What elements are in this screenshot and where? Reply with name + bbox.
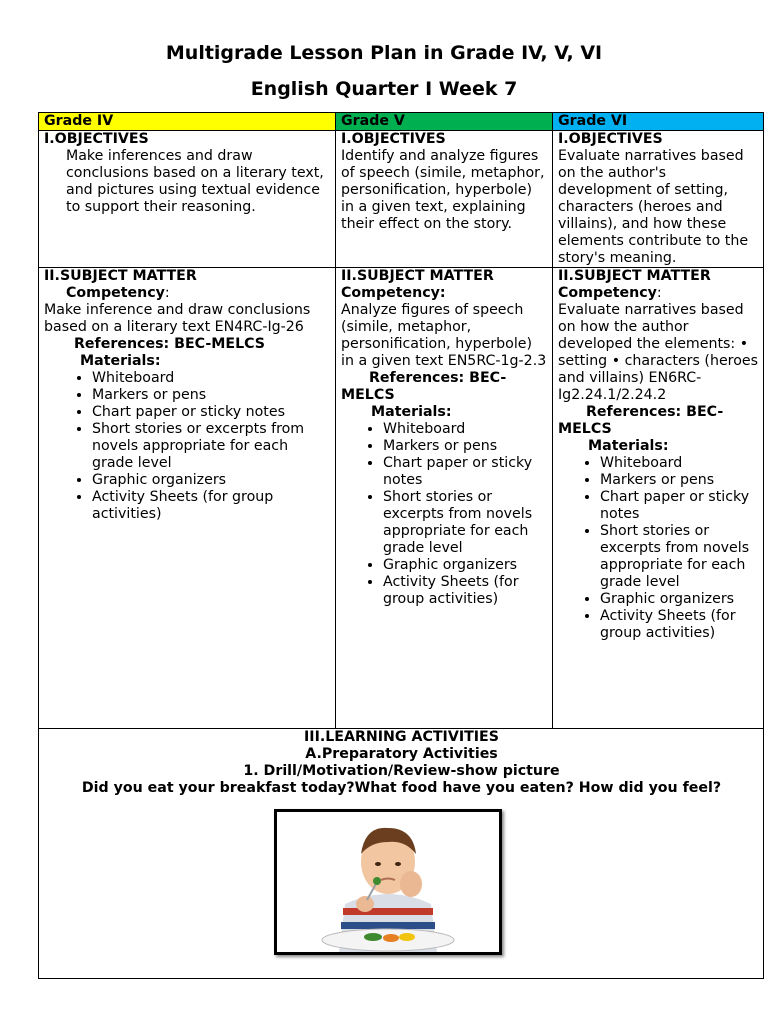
list-item: • Markers or pens xyxy=(600,472,759,489)
header-grade-v: Grade V xyxy=(336,113,553,131)
materials-label: Materials: xyxy=(588,438,669,454)
activities-question: Did you eat your breakfast today?What food have you eaten? How did you feel? xyxy=(81,780,722,796)
objectives-grade-v xyxy=(336,131,553,268)
objectives-text: Identify and analyze figures of speech (simile, metaphor, personification, hyperbole) in a given text, explaining their effect on the story. xyxy=(341,148,545,232)
list-item: • Whiteboard xyxy=(383,421,548,438)
learning-activities-row xyxy=(39,729,764,979)
references-label: References: BEC-MELCS xyxy=(341,370,507,403)
objectives-grade-vi xyxy=(553,131,764,268)
list-item: • Chart paper or sticky notes xyxy=(92,404,331,421)
activities-item: 1. Drill/Motivation/Review-show picture xyxy=(243,763,560,779)
child-eating-illustration xyxy=(277,812,499,952)
subject-matter-row xyxy=(39,268,764,729)
objectives-label: I.OBJECTIVES xyxy=(44,131,149,147)
competency-label: Competency xyxy=(558,285,657,301)
activities-subheading: A.Preparatory Activities xyxy=(305,746,498,762)
materials-list xyxy=(558,455,759,642)
title-line-1: Multigrade Lesson Plan in Grade IV, V, VI xyxy=(165,42,603,64)
materials-list xyxy=(44,370,331,523)
competency-text: Make inference and draw conclusions based on a literary text EN4RC-Ig-26 xyxy=(44,302,311,335)
objectives-label: I.OBJECTIVES xyxy=(558,131,663,147)
lesson-plan-table xyxy=(38,112,764,979)
materials-label: Materials: xyxy=(371,404,452,420)
objectives-text: Evaluate narratives based on the author's development of setting, characters (heroes and villains), and how these elements contribute to the story's meaning. xyxy=(558,148,749,266)
header-grade-iv: Grade IV xyxy=(39,113,336,131)
competency-label: Competency xyxy=(341,285,440,301)
subject-label: II.SUBJECT MATTER xyxy=(558,268,711,284)
references-label: References: BEC-MELCS xyxy=(74,336,266,352)
list-item: • Activity Sheets (for group activities) xyxy=(92,489,331,523)
list-item: • Whiteboard xyxy=(600,455,759,472)
list-item: • Short stories or excerpts from novels appropriate for each grade level xyxy=(383,489,548,557)
list-item: • Activity Sheets (for group activities) xyxy=(600,608,759,642)
objectives-label: I.OBJECTIVES xyxy=(341,131,446,147)
competency-label: Competency xyxy=(66,285,165,301)
subject-label: II.SUBJECT MATTER xyxy=(44,268,197,284)
competency-text: Analyze figures of speech (simile, metaphor, personification, hyperbole) in a given text EN5RC-1g-2.3 xyxy=(341,302,547,369)
activities-heading: III.LEARNING ACTIVITIES xyxy=(304,729,499,745)
list-item: • Graphic organizers xyxy=(92,472,331,489)
materials-list xyxy=(341,421,548,608)
list-item: • Graphic organizers xyxy=(383,557,548,574)
references-label: References: BEC-MELCS xyxy=(558,404,724,437)
materials-label: Materials: xyxy=(80,353,161,369)
list-item: • Markers or pens xyxy=(92,387,331,404)
list-item: • Graphic organizers xyxy=(600,591,759,608)
competency-text: Evaluate narratives based on how the author developed the elements: • setting • characters (heroes and villains) EN6RC-Ig2.24.1/2.24.2 xyxy=(558,302,758,403)
header-row xyxy=(39,113,764,131)
objectives-text: Make inferences and draw conclusions based on a literary text, and pictures using textual evidence to support their reasoning. xyxy=(66,148,324,215)
header-grade-vi: Grade VI xyxy=(553,113,764,131)
title-line-2: English Quarter I Week 7 xyxy=(250,78,518,100)
list-item: • Short stories or excerpts from novels appropriate for each grade level xyxy=(600,523,759,591)
learning-activities-cell xyxy=(39,729,764,979)
list-item: • Short stories or excerpts from novels appropriate for each grade level xyxy=(92,421,331,472)
list-item: • Chart paper or sticky notes xyxy=(600,489,759,523)
subject-grade-vi: II.SUBJECT MATTER Competency: Evaluate narratives based on how the author developed the elements: • setting • characters (heroes and villains) EN6RC-Ig2.24.1/2.24.2 References: BEC-MELCS Materials: • Whiteboard • Markers or pens • Chart paper or sticky notes • Short stories or excerpts from novels appropriate for each grade level • Graphic organizers • Activity Sheets (for group activities) xyxy=(553,268,764,729)
list-item: • Activity Sheets (for group activities) xyxy=(383,574,548,608)
subject-label: II.SUBJECT MATTER xyxy=(341,268,494,284)
breakfast-photo xyxy=(274,809,502,955)
list-item: • Markers or pens xyxy=(383,438,548,455)
objectives-grade-iv xyxy=(39,131,336,268)
list-item: • Whiteboard xyxy=(92,370,331,387)
subject-grade-v: II.SUBJECT MATTER Competency: Analyze figures of speech (simile, metaphor, personification, hyperbole) in a given text EN5RC-1g-2.3 References: BEC-MELCS Materials: • Whiteboard • Markers or pens • Chart paper or sticky notes • Short stories or excerpts from novels appropriate for each grade level • Graphic organizers • Activity Sheets (for group activities) xyxy=(336,268,553,729)
objectives-row xyxy=(39,131,764,268)
list-item: • Chart paper or sticky notes xyxy=(383,455,548,489)
subject-grade-iv: II.SUBJECT MATTER Competency: Make inference and draw conclusions based on a literary text EN4RC-Ig-26 References: BEC-MELCS Materials: • Whiteboard • Markers or pens • Chart paper or sticky notes • Short stories or excerpts from novels appropriate for each grade level • Graphic organizers • Activity Sheets (for group activities) xyxy=(39,268,336,729)
